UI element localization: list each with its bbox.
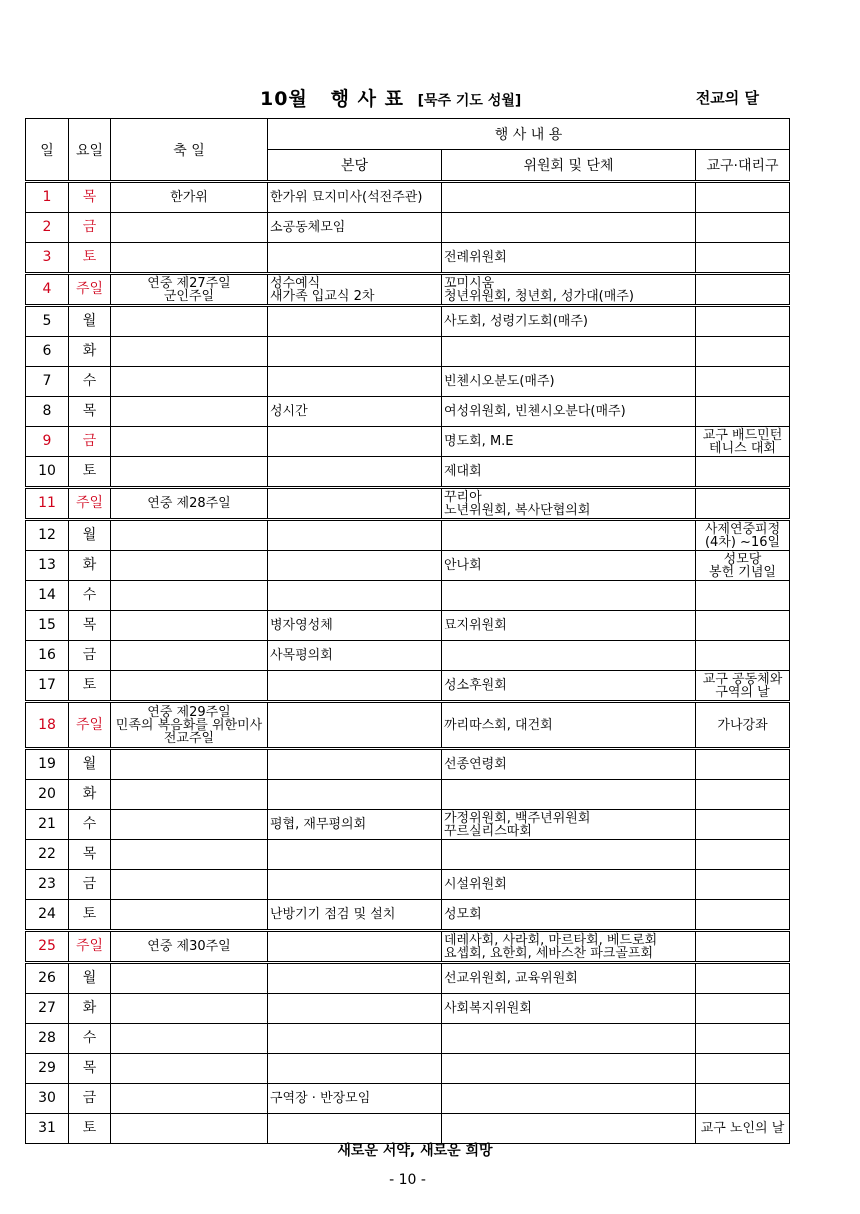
diocese-cell bbox=[696, 213, 790, 243]
weekday-cell: 월 bbox=[69, 749, 111, 780]
day-cell: 30 bbox=[26, 1084, 69, 1114]
weekday-cell: 주일 bbox=[69, 488, 111, 520]
weekday-cell: 목 bbox=[69, 182, 111, 213]
day-cell: 20 bbox=[26, 780, 69, 810]
main-church-cell: 성시간 bbox=[268, 397, 442, 427]
day-cell: 3 bbox=[26, 243, 69, 274]
table-row bbox=[26, 931, 790, 963]
feast-cell bbox=[111, 243, 268, 274]
committee-cell bbox=[442, 641, 696, 671]
diocese-cell: 가나강좌 bbox=[696, 702, 790, 749]
header-day: 일 bbox=[26, 119, 69, 182]
committee-cell: 안나회 bbox=[442, 551, 696, 581]
committee-cell: 가정위원회, 백주년위원회 꾸르실리스따회 bbox=[442, 810, 696, 840]
header-events: 행 사 내 용 bbox=[268, 119, 790, 150]
feast-cell: 연중 제30주일 bbox=[111, 931, 268, 963]
feast-cell bbox=[111, 337, 268, 367]
feast-cell bbox=[111, 870, 268, 900]
main-church-cell bbox=[268, 367, 442, 397]
title-subtitle: [묵주 기도 성월] bbox=[417, 93, 522, 109]
table-row bbox=[26, 671, 790, 702]
weekday-cell: 월 bbox=[69, 520, 111, 551]
feast-cell bbox=[111, 1114, 268, 1144]
table-row bbox=[26, 520, 790, 551]
day-cell: 25 bbox=[26, 931, 69, 963]
diocese-cell: 사제연중피정 (4차) ~16일 bbox=[696, 520, 790, 551]
main-church-cell bbox=[268, 994, 442, 1024]
day-cell: 9 bbox=[26, 427, 69, 457]
main-church-cell bbox=[268, 520, 442, 551]
table-row bbox=[26, 840, 790, 870]
table-row bbox=[26, 900, 790, 931]
weekday-cell: 토 bbox=[69, 457, 111, 488]
committee-cell: 여성위원회, 빈첸시오분다(매주) bbox=[442, 397, 696, 427]
main-church-cell: 한가위 묘지미사(석전주관) bbox=[268, 182, 442, 213]
table-row bbox=[26, 963, 790, 994]
feast-cell bbox=[111, 810, 268, 840]
feast-cell bbox=[111, 397, 268, 427]
committee-cell bbox=[442, 1114, 696, 1144]
table-row bbox=[26, 870, 790, 900]
table-row bbox=[26, 749, 790, 780]
diocese-cell bbox=[696, 306, 790, 337]
feast-cell bbox=[111, 427, 268, 457]
diocese-cell bbox=[696, 900, 790, 931]
weekday-cell: 토 bbox=[69, 900, 111, 931]
feast-cell bbox=[111, 1054, 268, 1084]
title-month: 10월 bbox=[260, 88, 308, 110]
diocese-cell bbox=[696, 840, 790, 870]
day-cell: 26 bbox=[26, 963, 69, 994]
diocese-cell bbox=[696, 994, 790, 1024]
committee-cell: 선종연령회 bbox=[442, 749, 696, 780]
day-cell: 2 bbox=[26, 213, 69, 243]
header-main-church: 본당 bbox=[268, 150, 442, 182]
table-row bbox=[26, 551, 790, 581]
table-row bbox=[26, 337, 790, 367]
weekday-cell: 주일 bbox=[69, 702, 111, 749]
committee-cell: 꾸리아 노년위원회, 복사단협의회 bbox=[442, 488, 696, 520]
diocese-cell bbox=[696, 641, 790, 671]
main-church-cell bbox=[268, 457, 442, 488]
committee-cell bbox=[442, 1024, 696, 1054]
table-row bbox=[26, 780, 790, 810]
diocese-cell bbox=[696, 931, 790, 963]
title-theme: 전교의 달 bbox=[695, 89, 759, 107]
weekday-cell: 수 bbox=[69, 810, 111, 840]
main-church-cell bbox=[268, 749, 442, 780]
weekday-cell: 수 bbox=[69, 581, 111, 611]
table-row bbox=[26, 1024, 790, 1054]
main-church-cell bbox=[268, 780, 442, 810]
weekday-cell: 목 bbox=[69, 1054, 111, 1084]
day-cell: 18 bbox=[26, 702, 69, 749]
diocese-cell bbox=[696, 749, 790, 780]
day-cell: 8 bbox=[26, 397, 69, 427]
weekday-cell: 수 bbox=[69, 1024, 111, 1054]
day-cell: 28 bbox=[26, 1024, 69, 1054]
weekday-cell: 금 bbox=[69, 870, 111, 900]
table-row bbox=[26, 810, 790, 840]
day-cell: 5 bbox=[26, 306, 69, 337]
title-main-text: 행 사 표 bbox=[330, 88, 404, 110]
feast-cell bbox=[111, 780, 268, 810]
main-church-cell bbox=[268, 1114, 442, 1144]
header-feast: 축 일 bbox=[111, 119, 268, 182]
weekday-cell: 주일 bbox=[69, 931, 111, 963]
feast-cell bbox=[111, 367, 268, 397]
table-row bbox=[26, 213, 790, 243]
day-cell: 13 bbox=[26, 551, 69, 581]
diocese-cell bbox=[696, 611, 790, 641]
diocese-cell bbox=[696, 274, 790, 306]
diocese-cell bbox=[696, 457, 790, 488]
table-row bbox=[26, 1054, 790, 1084]
footer-slogan: 새로운 서약, 새로운 희망 bbox=[337, 1143, 493, 1159]
day-cell: 24 bbox=[26, 900, 69, 931]
diocese-cell: 교구 공동체와 구역의 날 bbox=[696, 671, 790, 702]
feast-cell bbox=[111, 641, 268, 671]
main-church-cell bbox=[268, 488, 442, 520]
day-cell: 22 bbox=[26, 840, 69, 870]
main-church-cell bbox=[268, 1024, 442, 1054]
day-cell: 14 bbox=[26, 581, 69, 611]
feast-cell: 연중 제27주일 군인주일 bbox=[111, 274, 268, 306]
main-church-cell: 소공동체모임 bbox=[268, 213, 442, 243]
main-church-cell: 사목평의회 bbox=[268, 641, 442, 671]
weekday-cell: 토 bbox=[69, 1114, 111, 1144]
table-row bbox=[26, 994, 790, 1024]
diocese-cell: 교구 배드민턴 테니스 대회 bbox=[696, 427, 790, 457]
committee-cell: 시설위원회 bbox=[442, 870, 696, 900]
header-committees: 위원회 및 단체 bbox=[442, 150, 696, 182]
committee-cell: 사도회, 성령기도회(매주) bbox=[442, 306, 696, 337]
day-cell: 27 bbox=[26, 994, 69, 1024]
diocese-cell bbox=[696, 780, 790, 810]
weekday-cell: 주일 bbox=[69, 274, 111, 306]
committee-cell: 전례위원회 bbox=[442, 243, 696, 274]
main-church-cell bbox=[268, 581, 442, 611]
diocese-cell bbox=[696, 367, 790, 397]
committee-cell: 빈첸시오분도(매주) bbox=[442, 367, 696, 397]
feast-cell bbox=[111, 551, 268, 581]
weekday-cell: 목 bbox=[69, 397, 111, 427]
weekday-cell: 월 bbox=[69, 306, 111, 337]
table-row bbox=[26, 581, 790, 611]
committee-cell bbox=[442, 840, 696, 870]
weekday-cell: 월 bbox=[69, 963, 111, 994]
table-row bbox=[26, 397, 790, 427]
page-number: - 10 - bbox=[389, 1172, 426, 1188]
table-row bbox=[26, 274, 790, 306]
feast-cell bbox=[111, 520, 268, 551]
weekday-cell: 화 bbox=[69, 780, 111, 810]
committee-cell: 사회복지위원회 bbox=[442, 994, 696, 1024]
feast-cell: 한가위 bbox=[111, 182, 268, 213]
day-cell: 31 bbox=[26, 1114, 69, 1144]
diocese-cell bbox=[696, 810, 790, 840]
table-row bbox=[26, 457, 790, 488]
day-cell: 23 bbox=[26, 870, 69, 900]
feast-cell bbox=[111, 457, 268, 488]
day-cell: 16 bbox=[26, 641, 69, 671]
table-row bbox=[26, 1084, 790, 1114]
committee-cell bbox=[442, 337, 696, 367]
table-row bbox=[26, 367, 790, 397]
committee-cell bbox=[442, 1054, 696, 1084]
header-weekday: 요일 bbox=[69, 119, 111, 182]
committee-cell: 선교위원회, 교육위원회 bbox=[442, 963, 696, 994]
feast-cell bbox=[111, 671, 268, 702]
diocese-cell bbox=[696, 870, 790, 900]
committee-cell: 성모회 bbox=[442, 900, 696, 931]
feast-cell bbox=[111, 213, 268, 243]
table-row bbox=[26, 702, 790, 749]
committee-cell bbox=[442, 1084, 696, 1114]
diocese-cell: 성모당 봉헌 기념일 bbox=[696, 551, 790, 581]
feast-cell bbox=[111, 611, 268, 641]
schedule-table bbox=[25, 118, 790, 1144]
day-cell: 7 bbox=[26, 367, 69, 397]
table-row bbox=[26, 641, 790, 671]
weekday-cell: 목 bbox=[69, 840, 111, 870]
committee-cell: 제대회 bbox=[442, 457, 696, 488]
committee-cell bbox=[442, 213, 696, 243]
main-church-cell bbox=[268, 243, 442, 274]
table-row bbox=[26, 182, 790, 213]
feast-cell: 연중 제28주일 bbox=[111, 488, 268, 520]
committee-cell: 묘지위원회 bbox=[442, 611, 696, 641]
schedule-body bbox=[26, 182, 790, 1144]
title-row bbox=[25, 84, 789, 110]
main-church-cell bbox=[268, 963, 442, 994]
weekday-cell: 금 bbox=[69, 213, 111, 243]
feast-cell: 연중 제29주일 민족의 복음화를 위한미사 전교주일 bbox=[111, 702, 268, 749]
day-cell: 6 bbox=[26, 337, 69, 367]
diocese-cell bbox=[696, 397, 790, 427]
table-row bbox=[26, 488, 790, 520]
main-church-cell bbox=[268, 1054, 442, 1084]
main-church-cell bbox=[268, 931, 442, 963]
weekday-cell: 목 bbox=[69, 611, 111, 641]
feast-cell bbox=[111, 581, 268, 611]
committee-cell bbox=[442, 182, 696, 213]
main-church-cell bbox=[268, 702, 442, 749]
diocese-cell bbox=[696, 581, 790, 611]
day-cell: 12 bbox=[26, 520, 69, 551]
committee-cell: 까리따스회, 대건회 bbox=[442, 702, 696, 749]
diocese-cell bbox=[696, 1084, 790, 1114]
committee-cell: 꼬미시움 청년위원회, 청년회, 성가대(매주) bbox=[442, 274, 696, 306]
main-church-cell bbox=[268, 427, 442, 457]
main-church-cell: 구역장 · 반장모임 bbox=[268, 1084, 442, 1114]
main-church-cell bbox=[268, 870, 442, 900]
day-cell: 15 bbox=[26, 611, 69, 641]
feast-cell bbox=[111, 1084, 268, 1114]
feast-cell bbox=[111, 1024, 268, 1054]
day-cell: 10 bbox=[26, 457, 69, 488]
committee-cell: 데레사회, 사라회, 마르타회, 베드로회 요셉회, 요한회, 세바스찬 파크골프회 bbox=[442, 931, 696, 963]
feast-cell bbox=[111, 306, 268, 337]
day-cell: 4 bbox=[26, 274, 69, 306]
weekday-cell: 화 bbox=[69, 994, 111, 1024]
diocese-cell bbox=[696, 182, 790, 213]
day-cell: 21 bbox=[26, 810, 69, 840]
day-cell: 17 bbox=[26, 671, 69, 702]
day-cell: 11 bbox=[26, 488, 69, 520]
main-church-cell: 평협, 재무평의회 bbox=[268, 810, 442, 840]
committee-cell: 성소후원회 bbox=[442, 671, 696, 702]
table-row bbox=[26, 243, 790, 274]
table-row bbox=[26, 427, 790, 457]
table-row bbox=[26, 1114, 790, 1144]
main-church-cell bbox=[268, 306, 442, 337]
diocese-cell bbox=[696, 243, 790, 274]
main-church-cell bbox=[268, 337, 442, 367]
weekday-cell: 금 bbox=[69, 427, 111, 457]
committee-cell bbox=[442, 581, 696, 611]
diocese-cell: 교구 노인의 날 bbox=[696, 1114, 790, 1144]
main-church-cell bbox=[268, 671, 442, 702]
diocese-cell bbox=[696, 1024, 790, 1054]
feast-cell bbox=[111, 963, 268, 994]
page-title bbox=[260, 84, 521, 111]
weekday-cell: 금 bbox=[69, 1084, 111, 1114]
weekday-cell: 토 bbox=[69, 243, 111, 274]
main-church-cell bbox=[268, 840, 442, 870]
weekday-cell: 화 bbox=[69, 337, 111, 367]
main-church-cell: 성수예식 새가족 입교식 2차 bbox=[268, 274, 442, 306]
committee-cell bbox=[442, 520, 696, 551]
header-diocese: 교구·대리구 bbox=[696, 150, 790, 182]
day-cell: 19 bbox=[26, 749, 69, 780]
feast-cell bbox=[111, 900, 268, 931]
day-cell: 1 bbox=[26, 182, 69, 213]
diocese-cell bbox=[696, 337, 790, 367]
committee-cell bbox=[442, 780, 696, 810]
diocese-cell bbox=[696, 963, 790, 994]
weekday-cell: 화 bbox=[69, 551, 111, 581]
main-church-cell: 병자영성체 bbox=[268, 611, 442, 641]
main-church-cell bbox=[268, 551, 442, 581]
feast-cell bbox=[111, 749, 268, 780]
weekday-cell: 수 bbox=[69, 367, 111, 397]
feast-cell bbox=[111, 994, 268, 1024]
table-row bbox=[26, 306, 790, 337]
diocese-cell bbox=[696, 1054, 790, 1084]
diocese-cell bbox=[696, 488, 790, 520]
main-church-cell: 난방기기 점검 및 설치 bbox=[268, 900, 442, 931]
committee-cell: 명도회, M.E bbox=[442, 427, 696, 457]
day-cell: 29 bbox=[26, 1054, 69, 1084]
weekday-cell: 금 bbox=[69, 641, 111, 671]
weekday-cell: 토 bbox=[69, 671, 111, 702]
table-row bbox=[26, 611, 790, 641]
feast-cell bbox=[111, 840, 268, 870]
